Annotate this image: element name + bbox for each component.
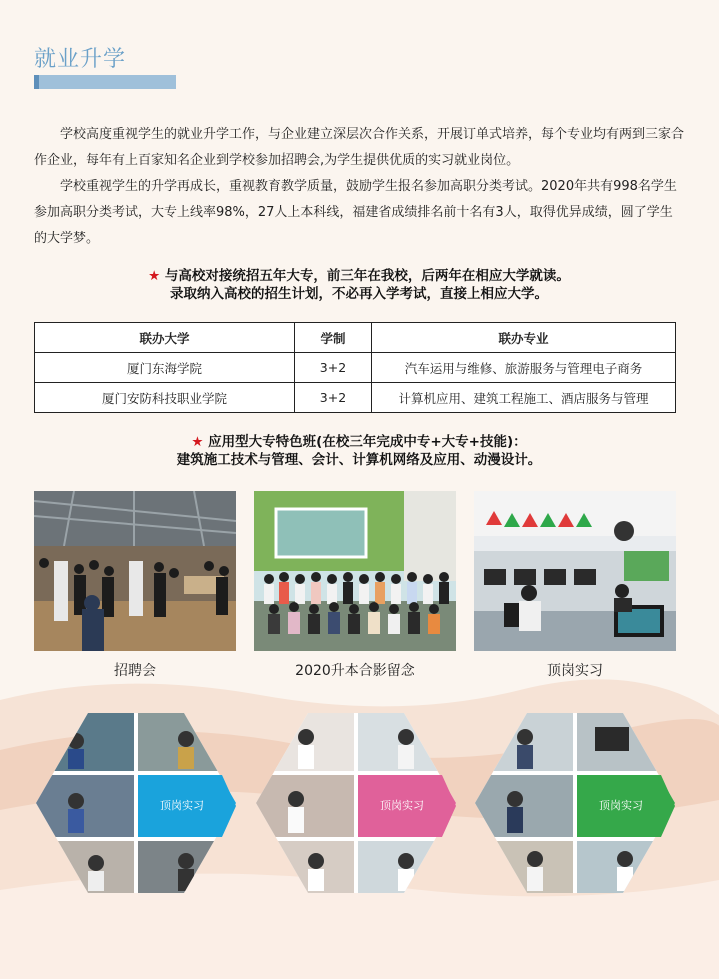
- header-university: 联办大学: [35, 323, 295, 353]
- cell-duration: 3+2: [295, 383, 372, 413]
- job-fair-photo: [34, 491, 236, 651]
- group-photo: [254, 491, 456, 651]
- intro-paragraph-further-study: 学校重视学生的升学再成长，重视教育教学质量，鼓励学生报名参加高职分类考试。2020年共有998名学生参加高职分类考试，大专上线率98%，27人上本科线，福建省成绩排名前十名有3人，取得优异成绩，圆了学生的大学梦。: [34, 179, 677, 246]
- caption-job-fair: 招聘会: [114, 663, 156, 679]
- caption-group-photo: 2020升本合影留念: [295, 663, 415, 679]
- cell-university: 厦门安防科技职业学院: [35, 383, 295, 413]
- hexagon-collage-green: [475, 713, 675, 893]
- table-header-row: [35, 323, 676, 353]
- partner-university-table: [34, 322, 676, 413]
- hexagon-label-green: 顶岗实习: [599, 799, 643, 812]
- hexagon-collage-blue: [36, 713, 236, 893]
- highlight-line-2: 建筑施工技术与管理、会计、计算机网络及应用、动漫设计。: [176, 452, 542, 468]
- highlight-applied-college-class: [34, 433, 684, 469]
- intro-paragraph-employment: 学校高度重视学生的就业升学工作，与企业建立深层次合作关系，开展订单式培养，每个专业均有两到三家合作企业，每年有上百家知名企业到学校参加招聘会,为学生提供优质的实习就业岗位。: [34, 127, 685, 168]
- header-duration: 学制: [295, 323, 372, 353]
- star-icon: ★: [191, 434, 204, 450]
- cell-university: 厦门东海学院: [35, 353, 295, 383]
- highlight-five-year-program: [34, 267, 684, 303]
- highlight-line-1: ★ 应用型大专特色班(在校三年完成中专+大专+技能)：: [191, 434, 527, 450]
- hexagon-label-pink: 顶岗实习: [380, 799, 424, 812]
- caption-internship: 顶岗实习: [547, 663, 603, 679]
- section-title: 就业升学: [34, 47, 127, 72]
- hexagon-label-blue: 顶岗实习: [160, 799, 204, 812]
- cell-major: 汽车运用与维修、旅游服务与管理电子商务: [372, 353, 676, 383]
- cell-major: 计算机应用、建筑工程施工、酒店服务与管理: [372, 383, 676, 413]
- star-icon: ★: [148, 268, 161, 284]
- table-row: [35, 383, 676, 413]
- hexagon-collage-pink: [256, 713, 456, 893]
- computer-lab-photo: [474, 491, 676, 651]
- highlight-line-2: 录取纳入高校的招生计划，不必再入学考试，直接上相应大学。: [170, 286, 548, 302]
- table-row: [35, 353, 676, 383]
- title-underline-bar: [34, 75, 176, 89]
- cell-duration: 3+2: [295, 353, 372, 383]
- highlight-line-1: ★ 与高校对接统招五年大专，前三年在我校，后两年在相应大学就读。: [148, 268, 570, 284]
- header-major: 联办专业: [372, 323, 676, 353]
